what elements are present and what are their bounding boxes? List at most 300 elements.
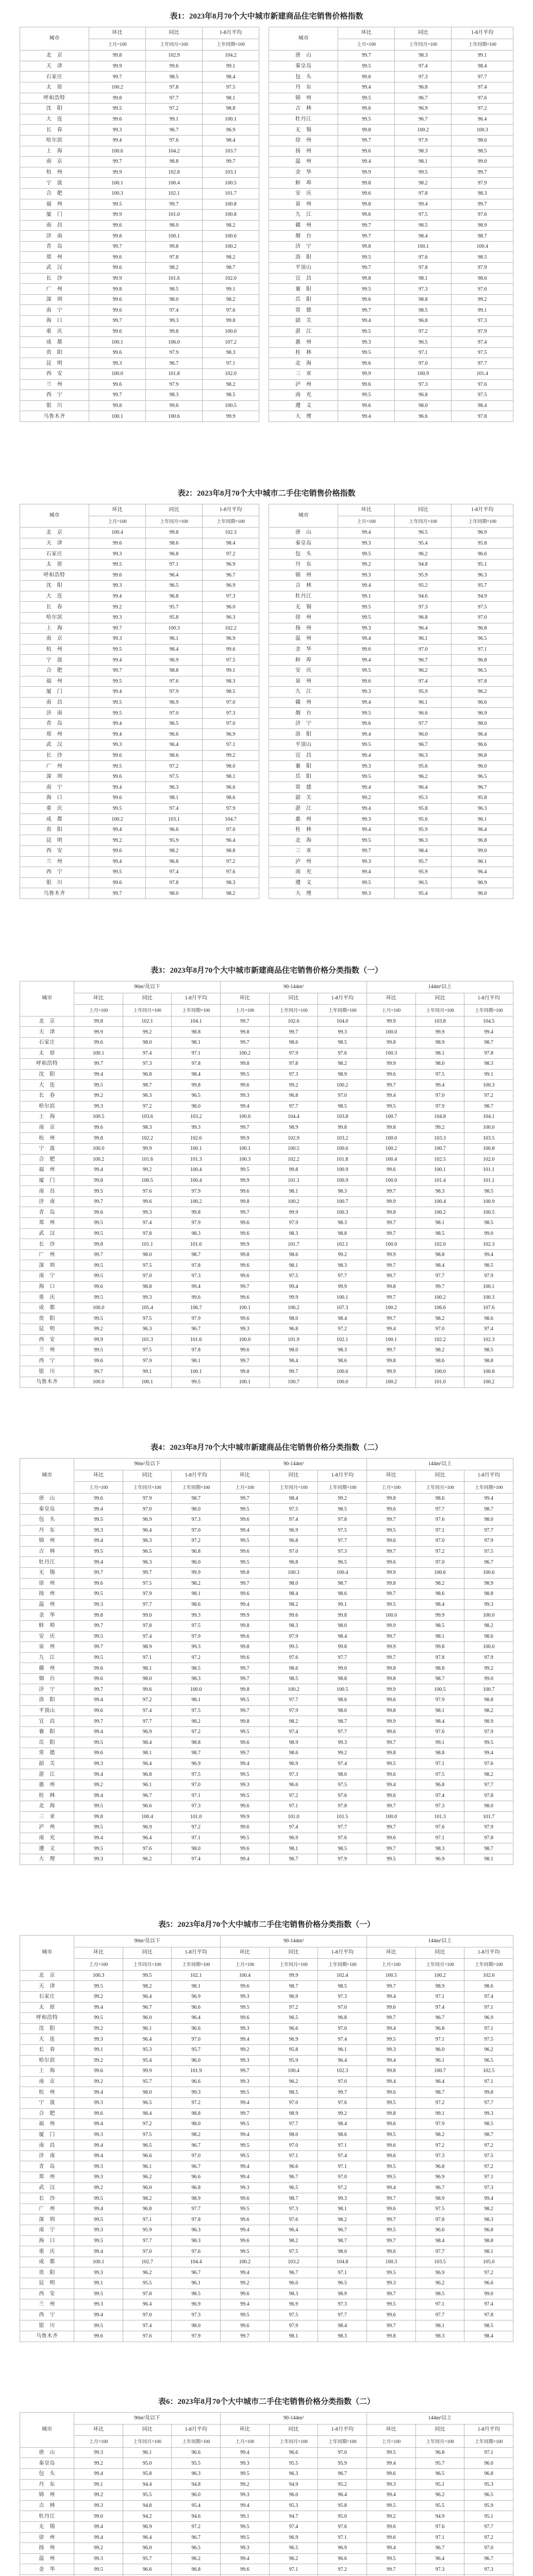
table-row <box>20 1620 513 1631</box>
cell: 97.3 <box>318 1546 367 1557</box>
cell: 97.1 <box>415 2532 464 2543</box>
cell: 99.4 <box>89 824 145 835</box>
cell: 99.5 <box>221 2119 270 2130</box>
cell: 96.8 <box>395 82 452 93</box>
cell: 济 南 <box>20 708 89 719</box>
cell: 97.7 <box>464 2521 513 2532</box>
cell: 96.8 <box>172 1546 221 1557</box>
cell: 99.7 <box>452 199 513 210</box>
table-row <box>20 347 513 358</box>
cell: 99.5 <box>221 1165 270 1176</box>
table-row <box>20 1652 513 1663</box>
table-row <box>20 856 513 867</box>
cell: 95.2 <box>395 581 452 591</box>
cell: 泸 州 <box>269 379 338 390</box>
cell: 97.1 <box>123 2214 172 2225</box>
cell: 98.0 <box>172 2320 221 2331</box>
cell: 1-8月平均 <box>172 1470 221 1482</box>
cell: 97.9 <box>172 1186 221 1197</box>
cell: 96.5 <box>146 718 203 729</box>
cell: 97.4 <box>452 82 513 93</box>
cell: 97.5 <box>464 2150 513 2161</box>
cell: 98.7 <box>464 1504 513 1515</box>
cell: 96.6 <box>395 708 452 719</box>
cell: 99.5 <box>221 2087 270 2098</box>
cell: 99.4 <box>367 1780 416 1790</box>
cell: 96.6 <box>269 1780 318 1790</box>
cell: 97.3 <box>415 1801 464 1812</box>
cell: 96.9 <box>395 104 452 114</box>
cell: 99.6 <box>367 1536 416 1547</box>
cell: 三 亚 <box>269 846 338 857</box>
cell: 99.5 <box>74 1822 123 1833</box>
cell: 襄 阳 <box>269 284 338 295</box>
cell: 95.2 <box>318 2479 367 2490</box>
table-row <box>20 676 513 687</box>
cell: 98.5 <box>395 305 452 316</box>
cell <box>259 612 269 623</box>
cell: 96.9 <box>269 1991 318 2002</box>
cell: 101.7 <box>269 1239 318 1250</box>
cell: 97.8 <box>146 82 203 93</box>
cell: 100.0 <box>203 326 259 337</box>
cell: 97.7 <box>318 1536 367 1547</box>
cell: 呼和浩特 <box>20 1059 74 1070</box>
cell: 98.6 <box>172 1599 221 1610</box>
cell: 96.1 <box>123 1780 172 1790</box>
cell: 96.3 <box>269 2468 318 2479</box>
cell: 97.7 <box>415 2310 464 2320</box>
cell: 重 庆 <box>20 2246 74 2257</box>
cell: 天 津 <box>20 61 89 72</box>
cell: 99.7 <box>221 1281 270 1292</box>
table-row <box>20 284 513 295</box>
table-row <box>20 2225 513 2236</box>
cell: 99.7 <box>221 1016 270 1027</box>
cell: 98.4 <box>452 400 513 411</box>
cell: 环比 <box>74 1947 123 1959</box>
cell: 96.8 <box>415 2023 464 2034</box>
cell: 100.1 <box>221 1302 270 1313</box>
cell: 环比 <box>221 1470 270 1482</box>
cell: 144m²以上 <box>367 2413 513 2425</box>
cell: 97.6 <box>415 2521 464 2532</box>
cell: 99.4 <box>338 782 395 793</box>
cell: 济 宁 <box>269 241 338 252</box>
cell: 99.7 <box>367 1271 416 1282</box>
cell: 99.5 <box>74 1981 123 1992</box>
cell: 上月=100 <box>74 2436 123 2448</box>
cell: 99.7 <box>89 241 145 252</box>
cell: 上年同期=100 <box>172 2436 221 2448</box>
cell: 99.5 <box>221 2246 270 2257</box>
cell: 104.1 <box>464 1112 513 1123</box>
cell: 97.0 <box>318 2172 367 2183</box>
cell: 100.6 <box>415 1567 464 1578</box>
index-table <box>20 2412 513 2576</box>
cell: 98.9 <box>415 1981 464 1992</box>
cell: 104.5 <box>464 1016 513 1027</box>
cell: 96.3 <box>395 750 452 761</box>
cell: 97.9 <box>146 379 203 390</box>
table-row <box>20 1069 513 1080</box>
cell: 99.8 <box>318 1610 367 1621</box>
cell: 97.2 <box>452 104 513 114</box>
cell: 98.1 <box>415 2320 464 2331</box>
cell: 99.5 <box>338 612 395 623</box>
cell: 99.5 <box>338 877 395 888</box>
cell: 98.4 <box>415 2235 464 2246</box>
cell: 哈尔滨 <box>20 1101 74 1112</box>
cell: 99.8 <box>367 2331 416 2342</box>
cell: 98.2 <box>203 379 259 390</box>
cell: 98.3 <box>269 1228 318 1239</box>
cell: 环比 <box>367 1947 416 1959</box>
cell: 97.0 <box>203 697 259 708</box>
cell: 99.3 <box>338 888 395 899</box>
cell: 100.1 <box>172 1143 221 1154</box>
table-row <box>20 1546 513 1557</box>
cell: 96.5 <box>415 2468 464 2479</box>
cell: 97.5 <box>318 1525 367 1536</box>
cell: 99.7 <box>338 135 395 146</box>
cell <box>259 199 269 210</box>
cell: 99.8 <box>415 1642 464 1653</box>
cell: 96.2 <box>415 2490 464 2501</box>
cell: 98.8 <box>464 1589 513 1600</box>
cell: 96.8 <box>395 316 452 327</box>
cell: 97.3 <box>395 72 452 82</box>
cell: 上年同期=100 <box>452 516 513 528</box>
cell: 上年同期=100 <box>464 1959 513 1971</box>
cell: 99.5 <box>338 390 395 401</box>
cell: 上年同月=100 <box>123 2436 172 2448</box>
table-row <box>20 623 513 634</box>
cell: 96.4 <box>123 2532 172 2543</box>
table-section <box>20 1431 513 1908</box>
table-row <box>20 2511 513 2522</box>
cell: 96.9 <box>269 1525 318 1536</box>
cell: 98.2 <box>464 1769 513 1780</box>
cell: 97.3 <box>395 602 452 613</box>
cell: 98.2 <box>269 1599 318 1610</box>
table-body <box>20 2447 513 2576</box>
cell: 99.7 <box>221 1355 270 1366</box>
cell: 上月=100 <box>221 1482 270 1494</box>
cell: 99.4 <box>74 1790 123 1801</box>
cell: 上年同月=100 <box>415 2436 464 2448</box>
cell: 99.6 <box>89 294 145 305</box>
cell: 杭 州 <box>20 2087 74 2098</box>
cell: 99.7 <box>221 1705 270 1716</box>
table-row <box>20 231 513 242</box>
cell: 100.1 <box>146 231 203 242</box>
cell: 97.3 <box>172 2310 221 2320</box>
cell: 90-144m² <box>221 1936 367 1947</box>
cell: 1-8月平均 <box>318 1470 367 1482</box>
cell: 95.0 <box>318 2511 367 2522</box>
cell: 99.7 <box>74 1366 123 1377</box>
cell: 97.8 <box>123 1228 172 1239</box>
cell: 98.6 <box>415 1589 464 1600</box>
cell: 98.3 <box>395 146 452 157</box>
cell: 96.9 <box>123 1726 172 1737</box>
table-row <box>20 2468 513 2479</box>
cell: 96.7 <box>464 1557 513 1568</box>
cell: 99.6 <box>367 2140 416 2151</box>
cell: 98.5 <box>318 1101 367 1112</box>
cell: 90-144m² <box>221 981 367 993</box>
cell: 96.7 <box>269 1854 318 1865</box>
cell: 97.9 <box>464 1652 513 1663</box>
cell: 98.8 <box>415 1249 464 1260</box>
cell: 99.9 <box>123 1143 172 1154</box>
cell: 99.5 <box>74 2289 123 2299</box>
cell: 98.9 <box>464 1716 513 1727</box>
cell: 99.4 <box>74 2150 123 2161</box>
cell: 天 津 <box>20 1981 74 1992</box>
cell: 99.4 <box>221 2034 270 2045</box>
cell: 唐 山 <box>20 1493 74 1504</box>
cell: 99.3 <box>74 2225 123 2236</box>
cell: 96.9 <box>269 2299 318 2310</box>
cell: 99.5 <box>221 2468 270 2479</box>
cell: 98.1 <box>464 1854 513 1865</box>
cell: 97.6 <box>318 2521 367 2532</box>
cell: 96.7 <box>415 2182 464 2193</box>
cell: 97.5 <box>203 82 259 93</box>
cell: 99.8 <box>89 50 145 61</box>
cell: 94.8 <box>395 559 452 570</box>
cell: 95.5 <box>123 2490 172 2501</box>
cell: 98.9 <box>269 1122 318 1133</box>
cell: 99.2 <box>74 2023 123 2034</box>
cell: 96.1 <box>395 634 452 645</box>
cell: 98.6 <box>269 1748 318 1759</box>
cell: 同比 <box>269 993 318 1005</box>
cell: 104.0 <box>318 1016 367 1027</box>
cell: 西 安 <box>20 2289 74 2299</box>
cell: 96.4 <box>146 570 203 581</box>
cell: 99.4 <box>367 2076 416 2087</box>
cell: 99.2 <box>74 1991 123 2002</box>
cell: 96.1 <box>123 2447 172 2458</box>
cell: 98.0 <box>172 1101 221 1112</box>
cell: 环比 <box>74 993 123 1005</box>
cell: 97.7 <box>415 1271 464 1282</box>
cell: 96.0 <box>269 2490 318 2501</box>
cell: 石家庄 <box>20 1037 74 1048</box>
table-row <box>20 305 513 316</box>
cell: 96.4 <box>123 1525 172 1536</box>
cell: 99.9 <box>367 1196 416 1207</box>
cell: 99.6 <box>338 72 395 82</box>
cell: 99.4 <box>464 1249 513 1260</box>
cell: 96.9 <box>318 2543 367 2554</box>
cell: 99.2 <box>74 1090 123 1101</box>
table-body <box>20 1016 513 1387</box>
cell: 岳 阳 <box>20 1737 74 1748</box>
cell: 99.5 <box>367 2299 416 2310</box>
cell: 98.7 <box>464 1101 513 1112</box>
cell: 96.3 <box>123 1324 172 1335</box>
cell: 100.1 <box>221 1143 270 1154</box>
cell: 99.5 <box>338 602 395 613</box>
table-row <box>20 337 513 348</box>
table-row <box>20 665 513 676</box>
cell: 95.4 <box>123 2055 172 2066</box>
cell: 98.8 <box>318 1673 367 1684</box>
cell: 99.2 <box>318 2108 367 2119</box>
table-row <box>20 570 513 581</box>
cell: 99.2 <box>74 2490 123 2501</box>
cell: 96.1 <box>172 2278 221 2289</box>
cell: 96.7 <box>123 2002 172 2013</box>
cell: 徐 州 <box>269 135 338 146</box>
cell: 96.4 <box>395 782 452 793</box>
cell: 96.6 <box>395 411 452 422</box>
table-row <box>20 1366 513 1377</box>
table-row <box>20 114 513 125</box>
cell: 牡丹江 <box>20 1557 74 1568</box>
cell: 96.4 <box>452 867 513 878</box>
cell: 99.8 <box>74 1239 123 1250</box>
cell: 99.5 <box>367 1101 416 1112</box>
cell <box>259 305 269 316</box>
cell: 97.7 <box>415 1504 464 1515</box>
cell: 98.4 <box>464 2331 513 2342</box>
cell: 南 宁 <box>20 305 89 316</box>
cell: 98.0 <box>269 1345 318 1356</box>
cell: 97.7 <box>415 2246 464 2257</box>
cell: 98.1 <box>395 157 452 167</box>
cell: 99.7 <box>367 1218 416 1229</box>
cell: 99.8 <box>146 241 203 252</box>
cell: 100.3 <box>464 1292 513 1303</box>
cell: 99.4 <box>74 1557 123 1568</box>
cell: 99.5 <box>221 2150 270 2161</box>
cell: 97.5 <box>269 1504 318 1515</box>
cell: 安 庆 <box>269 188 338 199</box>
cell: 98.7 <box>123 1080 172 1091</box>
cell: 上年同月=100 <box>123 1005 172 1016</box>
cell: 99.6 <box>367 1504 416 1515</box>
cell: 99.4 <box>464 2193 513 2204</box>
cell: 98.6 <box>269 1663 318 1674</box>
cell: 96.2 <box>464 2044 513 2055</box>
cell: 100.2 <box>367 1377 416 1387</box>
cell: 99.4 <box>269 1281 318 1292</box>
cell: 99.8 <box>338 125 395 135</box>
cell: 99.3 <box>74 1854 123 1865</box>
cell: 99.6 <box>221 2564 270 2575</box>
cell: 1-8月平均 <box>464 1470 513 1482</box>
cell: 99.6 <box>221 2235 270 2246</box>
cell: 100.1 <box>395 241 452 252</box>
cell: 99.5 <box>74 2013 123 2024</box>
cell: 94.9 <box>415 2511 464 2522</box>
cell: 99.5 <box>221 1726 270 1737</box>
table-row <box>20 2479 513 2490</box>
cell: 99.6 <box>221 1313 270 1324</box>
cell: 96.7 <box>395 740 452 751</box>
cell: 上年同月=100 <box>123 1959 172 1971</box>
cell: 99.4 <box>74 2521 123 2532</box>
cell: 96.3 <box>123 1536 172 1547</box>
cell: 99.5 <box>221 1790 270 1801</box>
cell: 97.6 <box>203 305 259 316</box>
cell: 97.0 <box>172 1525 221 1536</box>
cell: 98.4 <box>452 61 513 72</box>
cell: 96.6 <box>464 2278 513 2289</box>
cell: 97.4 <box>123 2320 172 2331</box>
cell: 97.0 <box>203 824 259 835</box>
cell: 99.4 <box>74 2087 123 2098</box>
cell: 99.3 <box>221 1780 270 1790</box>
cell: 99.3 <box>74 1101 123 1112</box>
cell: 107.6 <box>464 1302 513 1313</box>
cell: 100.1 <box>74 1048 123 1059</box>
cell: 福 州 <box>20 2119 74 2130</box>
cell: 97.9 <box>269 1048 318 1059</box>
cell: 包 头 <box>269 72 338 82</box>
cell: 99.5 <box>74 1514 123 1525</box>
cell: 98.6 <box>464 1981 513 1992</box>
cell: 97.3 <box>172 1801 221 1812</box>
cell: 102.2 <box>203 623 259 634</box>
cell: 98.1 <box>172 1355 221 1366</box>
cell: 98.0 <box>318 1705 367 1716</box>
table-row <box>20 1090 513 1101</box>
cell: 99.3 <box>338 856 395 867</box>
cell: 吉 林 <box>20 2500 74 2511</box>
cell: 99.8 <box>74 1016 123 1027</box>
cell: 99.3 <box>367 2479 416 2490</box>
cell: 99.5 <box>367 2225 416 2236</box>
cell: 96.6 <box>269 2447 318 2458</box>
cell <box>259 814 269 825</box>
cell: 96.7 <box>415 2013 464 2024</box>
cell: 上年同期=100 <box>464 2436 513 2448</box>
cell: 94.7 <box>269 2511 318 2522</box>
cell: 上年同月=100 <box>395 39 452 50</box>
cell: 99.6 <box>89 252 145 263</box>
cell: 97.5 <box>318 1780 367 1790</box>
cell: 98.5 <box>464 2119 513 2130</box>
cell: 99.7 <box>367 1292 416 1303</box>
cell: 1-8月平均 <box>318 993 367 1005</box>
cell: 98.8 <box>415 1748 464 1759</box>
cell: 银 川 <box>20 2320 74 2331</box>
cell: 100.5 <box>203 400 259 411</box>
cell: 99.3 <box>74 2172 123 2183</box>
table-row <box>20 2447 513 2458</box>
cell: 97.5 <box>415 1069 464 1080</box>
cell: 99.9 <box>367 1366 416 1377</box>
table-body <box>20 1493 513 1865</box>
cell: 99.8 <box>172 1080 221 1091</box>
table-row <box>20 814 513 825</box>
table-row <box>20 2458 513 2469</box>
cell: 96.2 <box>269 2553 318 2564</box>
cell: 锦 州 <box>20 1536 74 1547</box>
cell: 97.4 <box>123 1048 172 1059</box>
cell: 97.8 <box>269 1059 318 1070</box>
cell: 徐 州 <box>20 2532 74 2543</box>
table-section <box>20 1908 513 2385</box>
cell: 100.2 <box>464 1377 513 1387</box>
cell: 兰 州 <box>20 856 89 867</box>
